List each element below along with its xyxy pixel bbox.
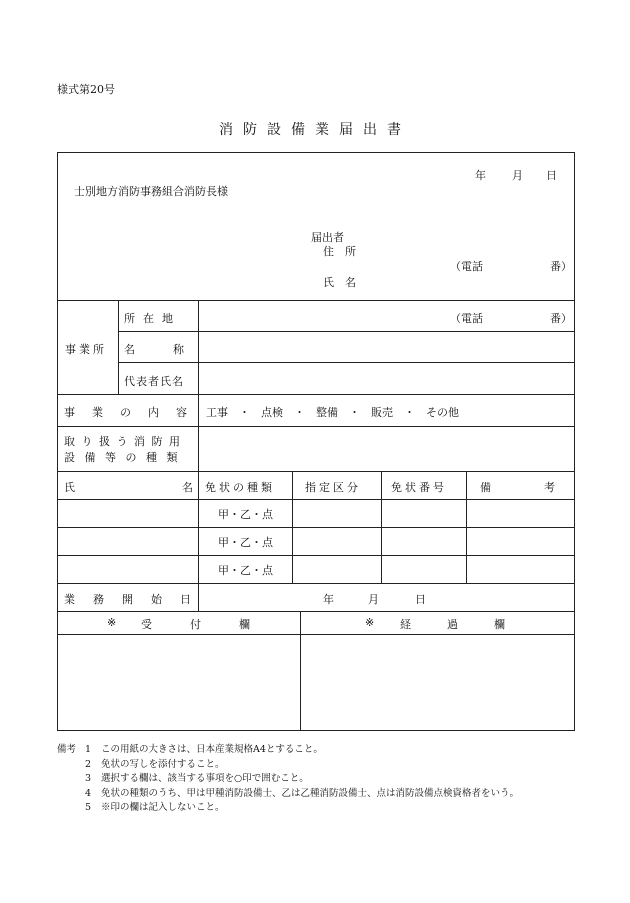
header-phone-open: （電話 — [450, 260, 483, 273]
col-header-license-type: 免状の種類 — [205, 481, 275, 494]
progress-mark: ※ — [365, 616, 375, 629]
col-header-given-name: 名 — [182, 481, 193, 494]
header-day: 日 — [546, 169, 557, 182]
note-text: 選択する欄は、該当する事項を○印で囲むこと。 — [101, 773, 309, 785]
note-number: 1 — [85, 744, 92, 755]
reception-mark: ※ — [107, 616, 117, 629]
content-label: 事業の内容 — [64, 406, 204, 419]
header-year: 年 — [475, 169, 486, 182]
content-options: 工事 ・ 点検 ・ 整備 ・ 販売 ・ その他 — [206, 406, 459, 419]
notifier-label: 届出者 — [311, 231, 344, 244]
note-text: 免状の写しを添付すること。 — [101, 758, 225, 770]
start-day: 日 — [415, 593, 426, 606]
equipment-label-line1: 取り扱う消防用 — [64, 435, 187, 448]
notes — [57, 743, 519, 816]
representative-label: 代表者氏名 — [124, 375, 184, 388]
form-title: 消防設備業届出書 — [219, 122, 411, 138]
note-text: 免状の種類のうち、甲は甲種消防設備士、乙は乙種消防設備士、点は消防設備点検資格者をいう。 — [101, 787, 520, 799]
address-label: 住 所 — [323, 245, 356, 258]
form-number: 様式第20号 — [57, 83, 115, 96]
equipment-label-line2: 設備等の種類 — [64, 451, 187, 464]
col-header-designation: 指定区分 — [305, 481, 361, 494]
name-label: 氏 名 — [323, 276, 356, 289]
business-name-label: 名称 — [124, 343, 222, 356]
license-row-1-type: 甲・乙・点 — [218, 508, 273, 521]
col-header-remarks: 備考 — [480, 481, 608, 494]
license-row-3-type: 甲・乙・点 — [218, 564, 273, 577]
start-month: 月 — [368, 593, 379, 606]
col-header-surname: 氏 — [64, 481, 75, 494]
progress-label: 経過欄 — [400, 618, 541, 631]
note-text: ※印の欄は記入しないこと。 — [101, 802, 225, 814]
note-number: 3 — [85, 773, 92, 785]
note-text: この用紙の大きさは、日本産業規格A4とすること。 — [101, 744, 323, 755]
business-phone-close: 番） — [550, 312, 572, 325]
note-number: 2 — [85, 758, 92, 770]
header-phone-close: 番） — [550, 260, 572, 273]
license-row-2-type: 甲・乙・点 — [218, 536, 273, 549]
start-date-label: 業務開始日 — [64, 593, 209, 606]
business-section-label: 事業所 — [65, 343, 107, 356]
addressee: 士別地方消防事務組合消防長様 — [74, 185, 228, 198]
header-month: 月 — [512, 169, 523, 182]
note-number: 4 — [85, 787, 92, 799]
note-number: 5 — [85, 802, 92, 814]
notes-label: 備考 — [57, 744, 77, 755]
reception-label: 受付欄 — [141, 618, 288, 631]
business-phone-open: （電話 — [450, 312, 483, 325]
col-header-license-number: 免状番号 — [391, 481, 447, 494]
location-label: 所在地 — [124, 312, 181, 325]
start-year: 年 — [323, 593, 334, 606]
